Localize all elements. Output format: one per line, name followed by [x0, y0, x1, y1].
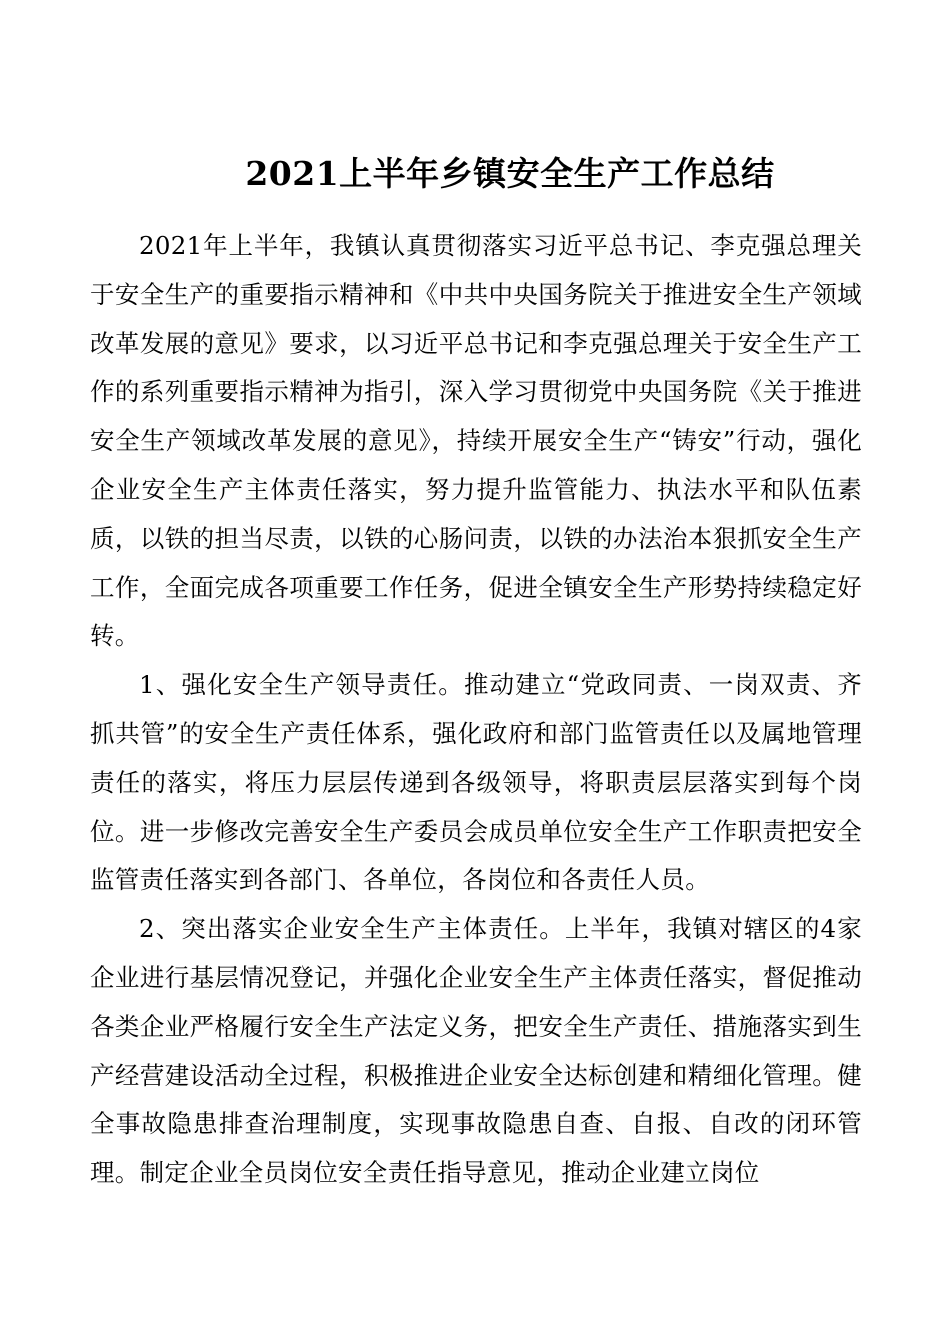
paragraph-section-1: 1、强化安全生产领导责任。推动建立“党政同责、一岗双责、齐抓共管”的安全生产责任体系，强化政府和部门监管责任以及属地管理责任的落实，将压力层层传递到各级领导，将职责层层落实到每个岗位。进一步修改完善安全生产委员会成员单位安全生产工作职责把安全监管责任落实到各部门、各单位，各岗位和各责任人员。	[90, 670, 862, 895]
paragraph-intro: 2021年上半年，我镇认真贯彻落实习近平总书记、李克强总理关于安全生产的重要指示精神和《中共中央国务院关于推进安全生产领域改革发展的意见》要求，以习近平总书记和李克强总理关于安全生产工作的系列重要指示精神为指引，深入学习贯彻党中央国务院《关于推进安全生产领域改革发展的意见》，持续开展安全生产“铸安”行动，强化企业安全生产主体责任落实，努力提升监管能力、执法水平和队伍素质，以铁的担当尽责，以铁的心肠问责，以铁的办法治本狠抓安全生产工作，全面完成各项重要工作任务，促进全镇安全生产形势持续稳定好转。	[90, 231, 862, 651]
paragraph-section-2: 2、突出落实企业安全生产主体责任。上半年，我镇对辖区的4家企业进行基层情况登记，并强化企业安全生产主体责任落实，督促推动各类企业严格履行安全生产法定义务，把安全生产责任、措施落实到生产经营建设活动全过程，积极推进企业安全达标创建和精细化管理。健全事故隐患排查治理制度，实现事故隐患自查、自报、自改的闭环管理。制定企业全员岗位安全责任指导意见，推动企业建立岗位	[90, 914, 862, 1188]
document-body	[90, 222, 862, 1198]
document-title: 2021上半年乡镇安全生产工作总结	[245, 154, 775, 193]
